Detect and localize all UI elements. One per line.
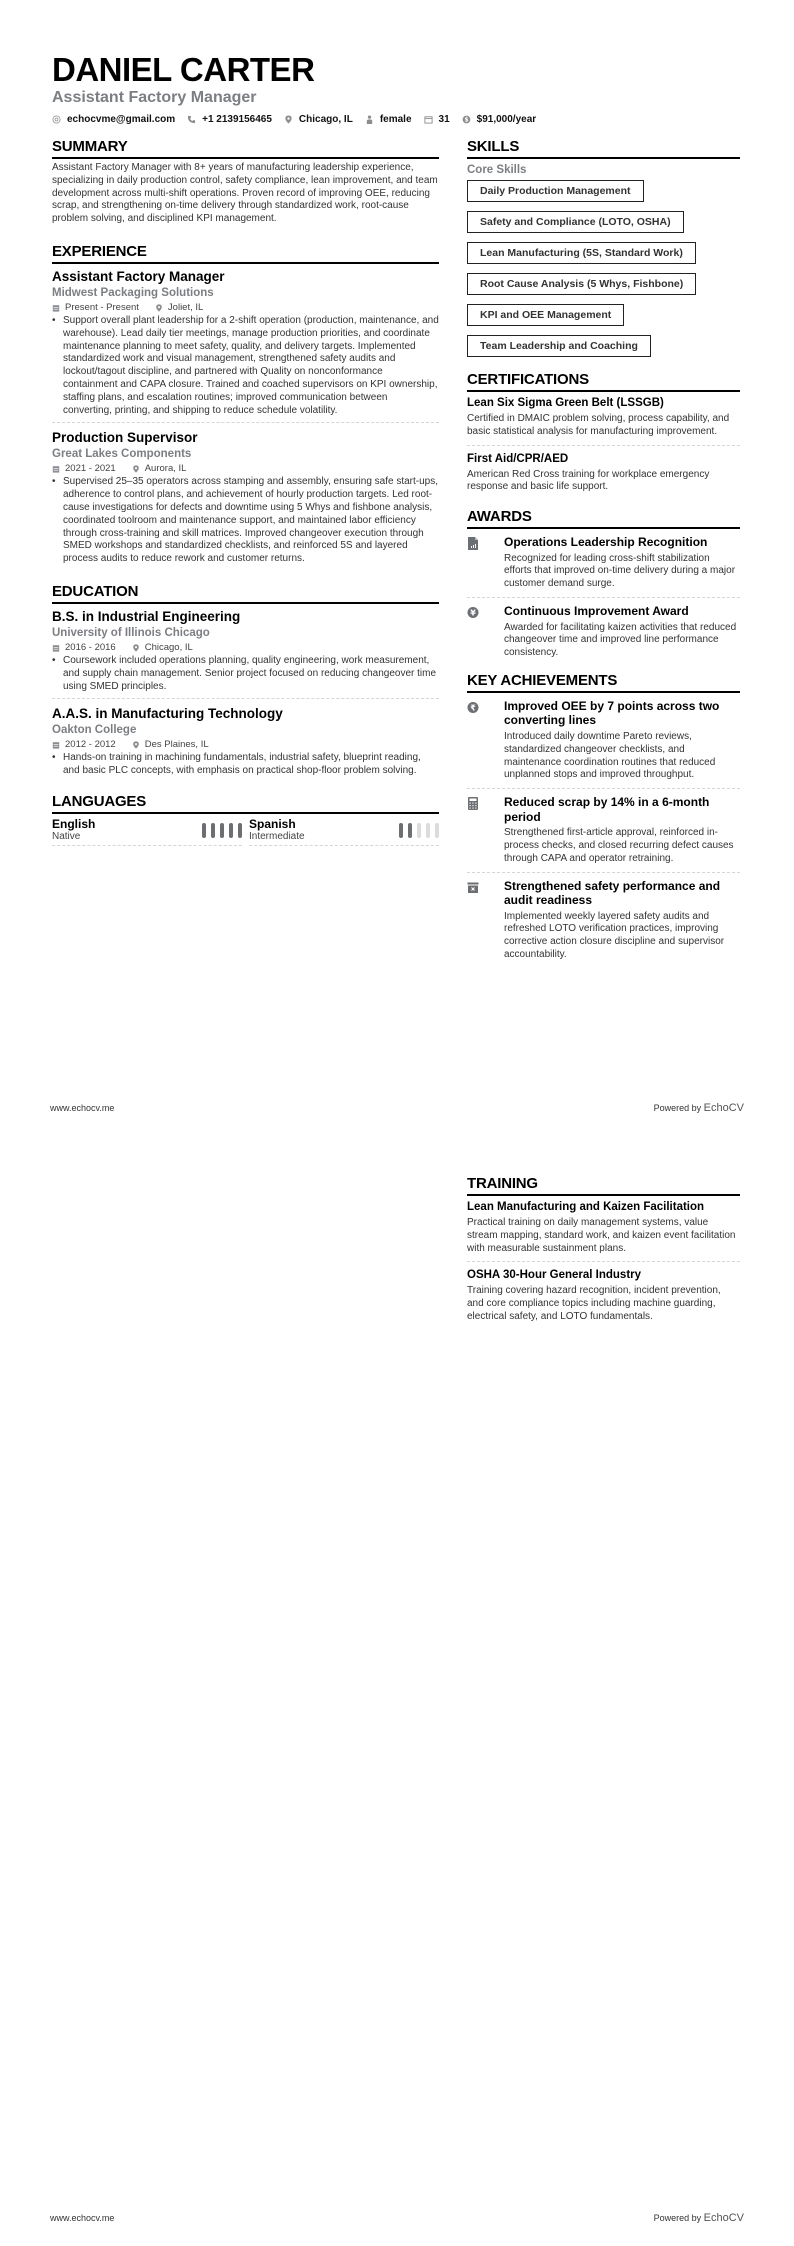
education-description: • Hands-on training in machining fundamentals, industrial safety, blueprint reading, and basic PLC concepts, with emphasis on practical shop-floor problem solving. [52, 752, 421, 777]
yen-coin-icon [467, 606, 479, 619]
map-pin-icon [132, 644, 140, 652]
language-item [249, 818, 439, 846]
achievement-item [467, 789, 740, 872]
job-meta [52, 463, 439, 475]
at-sign-icon [52, 115, 61, 124]
calendar-icon [52, 304, 60, 312]
education-meta [52, 642, 439, 654]
page-footer [50, 2212, 744, 2224]
certification-description: American Red Cross training for workplace emergency response and basic life support. [467, 468, 710, 493]
job-dates: Present - Present [65, 301, 139, 313]
left-column [52, 138, 439, 846]
award-name: Continuous Improvement Award [504, 604, 689, 619]
summary-heading: SUMMARY [52, 138, 439, 159]
svg-text:¥: ¥ [470, 608, 476, 618]
award-item [467, 529, 740, 598]
achievement-name: Strengthened safety performance and audit readiness [504, 878, 721, 908]
skill-tag: Safety and Compliance (LOTO, OSHA) [467, 211, 684, 233]
calendar-icon [52, 465, 60, 473]
footer-powered-by: Powered by EchoCV [653, 1102, 744, 1114]
award-name: Operations Leadership Recognition [504, 535, 708, 550]
education-entry [52, 604, 439, 699]
summary-section [52, 138, 439, 226]
language-name: Spanish [249, 816, 296, 831]
phone-text: +1 2139156465 [202, 114, 272, 125]
training-item [467, 1196, 740, 1262]
footer-powered-by: Powered by EchoCV [653, 2212, 744, 2224]
proficiency-bars [197, 818, 242, 843]
proficiency-bar-on [399, 823, 403, 838]
school: Oakton College [52, 724, 137, 737]
resume-page-2 [0, 1123, 794, 2246]
training-description: Training covering hazard recognition, incident prevention, and core compliance topics including machine guarding, electrical safety, and LOTO fundamentals. [467, 1285, 721, 1322]
location-text: Chicago, IL [298, 114, 353, 125]
awards-section [467, 508, 740, 666]
training-heading: TRAINING [467, 1175, 740, 1196]
certification-name: Lean Six Sigma Green Belt (LSSGB) [467, 397, 664, 409]
proficiency-bar-on [211, 823, 215, 838]
degree: A.A.S. in Manufacturing Technology [52, 706, 283, 722]
footer-brand[interactable]: EchoCV [703, 2212, 744, 2224]
calculator-icon [467, 797, 479, 810]
training-section [467, 1175, 740, 1330]
svg-text:₹: ₹ [470, 703, 476, 713]
certifications-heading: CERTIFICATIONS [467, 371, 740, 392]
experience-entry [52, 423, 439, 571]
award-description: Recognized for leading cross-shift stabilization efforts that improved on-time delivery during a major customer demand surge. [504, 552, 736, 590]
email-text: echocvme@gmail.com [67, 114, 176, 125]
achievement-item [467, 693, 740, 789]
job-description: • Supervised 25–35 operators across stamping and assembly, ensuring safe start-ups, adherence to control plans, and achievement of hourly production targets. Led root-cause investigations for defects and downtime using 5 Whys and fishbone analysis, coordinated toolroom and maintenance support, and maintained labor efficiency through cross-training and skill matrices. Improved changeover execution through SMED workshops and standardized checklists, and reinforced 5S and layered process audits to reduce rework and customer returns. [52, 476, 439, 565]
achievement-description: Implemented weekly layered safety audits and refreshed LOTO verification practices, improving corrective action closure discipline and supervisor accountability. [504, 910, 725, 960]
proficiency-bar-off [426, 823, 430, 838]
skills-section [467, 138, 740, 357]
proficiency-bar-off [435, 823, 439, 838]
certification-item [467, 446, 740, 501]
job-company: Midwest Packaging Solutions [52, 286, 214, 299]
job-location: Joliet, IL [167, 301, 204, 313]
proficiency-bar-on [202, 823, 206, 838]
job-meta [52, 302, 439, 314]
proficiency-bar-off [417, 823, 421, 838]
page-footer [50, 1102, 744, 1114]
person-icon [365, 115, 374, 124]
skill-tag: Team Leadership and Coaching [467, 335, 651, 357]
footer-brand[interactable]: EchoCV [703, 1102, 744, 1114]
contact-location [284, 114, 353, 125]
achievement-name: Improved OEE by 7 points across two converting lines [504, 698, 720, 728]
map-pin-icon [155, 304, 163, 312]
map-pin-icon [284, 115, 293, 124]
right-column [467, 138, 740, 968]
footer-website-link[interactable]: www.echocv.me [50, 1103, 115, 1113]
archive-box-icon [467, 881, 479, 894]
languages-section [52, 793, 439, 846]
skill-group-label: Core Skills [467, 164, 527, 176]
education-meta [52, 739, 439, 751]
skill-tag: Root Cause Analysis (5 Whys, Fishbone) [467, 273, 696, 295]
file-chart-icon [467, 537, 479, 550]
award-item [467, 598, 740, 666]
proficiency-bars [394, 818, 439, 843]
job-role: Assistant Factory Manager [52, 268, 225, 284]
school: University of Illinois Chicago [52, 626, 210, 639]
certification-name: First Aid/CPR/AED [467, 452, 569, 465]
education-heading: EDUCATION [52, 583, 439, 604]
job-description: • Support overall plant leadership for a 2-shift operation (production, maintenance, and warehouse). Lead daily tier meetings, manage production priorities, and coordinate maintenance planning to meet safety, quality, and delivery targets. Implemented standardized work and visual management, strengthened safety audits and lockout/tagout discipline, and partnered with Quality on nonconformance containment and CAPA closure. Trained and coached supervisors on KPI ownership, staffing plans, and escalation routines; improved communication between converting, printing, and shipping to reduce schedule volatility. [52, 314, 439, 416]
skill-tag: Daily Production Management [467, 180, 644, 202]
experience-entry [52, 264, 439, 423]
money-coin-icon [462, 115, 471, 124]
language-item [52, 818, 242, 846]
degree: B.S. in Industrial Engineering [52, 608, 241, 624]
training-name: Lean Manufacturing and Kaizen Facilitation [467, 1201, 705, 1213]
achievement-description: Introduced daily downtime Pareto reviews, standardized changeover checklists, and maintenance coordination routines that reduced unplanned stops and improved throughput. [504, 730, 716, 781]
contact-bar [52, 114, 742, 125]
education-entry [52, 699, 439, 783]
language-name: English [52, 816, 96, 831]
contact-gender [365, 114, 412, 125]
proficiency-bar-on [220, 823, 224, 838]
salary-text: $91,000/year [476, 114, 537, 125]
proficiency-bar-on [408, 823, 412, 838]
certifications-section [467, 371, 740, 500]
training-description: Practical training on daily management systems, value stream mapping, standard work, and kaizen event facilitation with measurable sustainment plans. [467, 1217, 736, 1254]
education-dates: 2012 - 2012 [65, 739, 116, 751]
training-name: OSHA 30-Hour General Industry [467, 1269, 642, 1282]
calendar-icon [52, 741, 60, 749]
right-column-page-2 [467, 1175, 740, 1330]
phone-icon [187, 115, 196, 124]
candidate-name: DANIEL CARTER [52, 51, 315, 88]
language-level: Native [52, 830, 81, 842]
education-section [52, 583, 439, 783]
achievement-name: Reduced scrap by 14% in a 6-month period [504, 795, 710, 824]
certification-description: Certified in DMAIC problem solving, process capability, and basic statistical analysis for manufacturing improvement. [467, 413, 730, 437]
skill-tag: Lean Manufacturing (5S, Standard Work) [467, 242, 696, 264]
job-role: Production Supervisor [52, 430, 198, 446]
age-text: 31 [438, 114, 450, 125]
experience-heading: EXPERIENCE [52, 243, 439, 264]
language-list [52, 818, 439, 846]
contact-phone[interactable] [187, 114, 272, 125]
svg-text:$: $ [464, 117, 469, 124]
skill-tags [467, 177, 740, 357]
skill-tag: KPI and OEE Management [467, 304, 624, 326]
candidate-title: Assistant Factory Manager [52, 89, 257, 106]
awards-heading: AWARDS [467, 508, 740, 529]
footer-website-link[interactable]: www.echocv.me [50, 2213, 115, 2223]
contact-email[interactable] [52, 114, 175, 125]
gender-text: female [379, 114, 412, 125]
proficiency-bar-on [229, 823, 233, 838]
languages-heading: LANGUAGES [52, 793, 439, 814]
certification-item [467, 392, 740, 446]
map-pin-icon [132, 741, 140, 749]
skills-heading: SKILLS [467, 138, 740, 159]
achievements-heading: KEY ACHIEVEMENTS [467, 672, 740, 693]
achievement-item [467, 873, 740, 968]
language-level: Intermediate [249, 830, 305, 842]
education-dates: 2016 - 2016 [65, 641, 116, 653]
education-location: Des Plaines, IL [144, 739, 209, 751]
map-pin-icon [132, 465, 140, 473]
education-description: • Coursework included operations planning, quality engineering, work measurement, and supply chain management. Senior project focused on reducing changeover time using SMED principles. [52, 654, 437, 692]
calendar-icon [424, 115, 433, 124]
contact-age [424, 114, 450, 125]
rupee-coin-icon [467, 701, 479, 714]
job-company: Great Lakes Components [52, 448, 192, 461]
award-description: Awarded for facilitating kaizen activities that reduced changeover time and improved line performance consistency. [504, 621, 737, 659]
resume-header [52, 52, 742, 125]
achievements-section [467, 672, 740, 968]
education-location: Chicago, IL [144, 641, 193, 653]
achievement-description: Strengthened first-article approval, reinforced in-process checks, and closed recurring defect causes through CAPA and operator retraining. [504, 827, 734, 864]
training-item [467, 1262, 740, 1329]
summary-text: Assistant Factory Manager with 8+ years of manufacturing leadership experience, specializing in daily production control, safety compliance, lean improvement, and team development across multi-shift operations. Proven record of improving OEE, reducing scrap, and strengthening on-time delivery through standardized work, root-cause problem solving, and disciplined KPI management. [52, 162, 438, 225]
job-location: Aurora, IL [144, 463, 187, 475]
contact-salary [462, 114, 537, 125]
job-dates: 2021 - 2021 [65, 463, 116, 475]
calendar-icon [52, 644, 60, 652]
proficiency-bar-on [238, 823, 242, 838]
experience-section [52, 243, 439, 571]
